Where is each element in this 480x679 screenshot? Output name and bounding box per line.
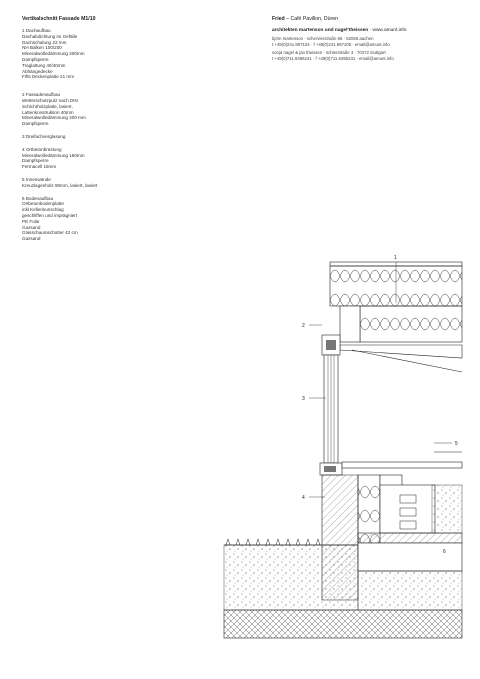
window-head-profile [326,340,336,350]
callout-4: 4 [302,495,305,501]
callout-6: 6 [443,549,446,555]
spec-line: Gazsand [22,224,41,230]
subgrade-gravel [358,571,462,610]
roof-edge-beam [340,306,360,342]
spec-line: NH Balken 100/200 [22,45,62,51]
spec-line: Ortbetonbodenplatte [22,201,64,207]
spec-line: 4 Ortbetonbrüstung [22,146,62,152]
spec-line: Dachabdichtung im Gefälle [22,33,78,39]
sill-profile [324,466,336,472]
floor-slab-top [342,462,462,468]
spec-line: Dampfsperre [22,56,49,62]
spec-line: Glasschaumschotter 42 cm [22,230,78,236]
spec-line: 5 Innenwände [22,176,51,182]
spec-line: Lattenkonstruktion 40mm [22,109,74,115]
gravel-bed [224,545,358,610]
project-place: – Café Pavillon, Düren [284,16,339,22]
spec-line: Gazsand [22,236,41,242]
drawing-title: Vertikalschnitt Fassade M1/10 [22,16,96,22]
window-sill [320,462,462,475]
address-line: t +49(0)711.8496241 · f +49(0)711.8496231 · email@amunt.info [272,55,394,61]
callout-1: 1 [394,255,397,261]
spec-line: Dampfsperre [22,158,49,164]
spec-line: Dampfsperre [22,121,49,127]
floor-slab [358,533,462,571]
spec-line: geschliffen und imprägniert [22,212,78,218]
spec-line: Traglattung 40/40mm [22,62,66,68]
roof-beam-insulation [360,306,462,342]
interior-floor [380,485,462,533]
spec-line: Abhängedecke [22,68,53,74]
spec-line: Mineralwolledämmung 200 mm [22,115,86,121]
spec-line: Wetterschutzputz nach DIN [22,97,78,103]
spec-line: Schichtholzplatte, lasiert, [22,103,73,109]
address-line: björn martenson · schervierstraße 66 · 52066 aachen [272,36,374,41]
floor-slab-insulation [358,543,462,571]
spec-line: 1 Dachaufbau [22,28,51,33]
spec-line: Mineralwolledämmung 160mm [22,152,85,158]
spec-line: 2 Fassadenaufbau [22,92,61,98]
address-line: t +49(0)241.997104 · f +49(0)241.997105 · email@amunt.info [272,41,390,47]
heating-element [400,521,416,529]
callout-5: 5 [455,441,458,447]
floor-screed [432,485,462,533]
spec-line: Kreuzlagenholz 90mm, lasiert, lasiert [22,182,98,188]
heating-element [400,495,416,503]
spec-line: Dachschalung 22 mm [22,39,67,45]
project-name: Fried [272,16,285,22]
floor-slab-concrete [358,533,462,543]
firm-label: architekten martenson und nagel’theissen [272,28,369,33]
spec-line: inkl Kellerisunschlag [22,207,64,213]
foundation-base [224,610,462,638]
spec-line: Mineralwolledämmung 200mm [22,51,85,57]
grass-marks [226,539,320,545]
callout-3: 3 [302,396,305,402]
spec-line: Fifts Deckenplatte 21 mm [22,74,75,80]
callout-2: 2 [302,323,305,329]
spec-line: 3 Dreifachverglasung [22,133,66,139]
window-head [322,335,340,355]
heating-element [400,508,416,516]
spec-line: 6 Bodenaufbau [22,195,54,201]
address-line: sonja nagel & jan theissen · schlerstraße 3 · 70372 stuttgart [272,50,386,56]
spec-line: PE Folie [22,218,40,224]
spec-line: Fermacell 15mm [22,164,57,170]
triple-glazing [324,355,338,463]
firm-web: · www.amunt.info [368,28,407,33]
